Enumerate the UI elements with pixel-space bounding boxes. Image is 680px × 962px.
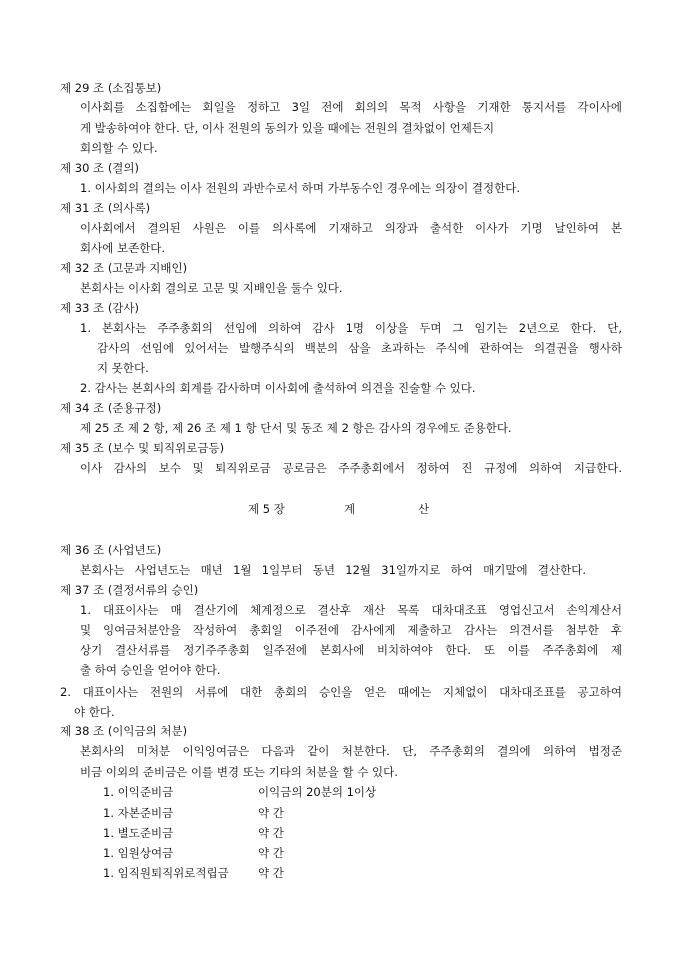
article-35-heading: 제 35 조 (보수 및 퇴직위로금등): [60, 441, 225, 455]
article-29-heading: 제 29 조 (소집통보): [60, 81, 162, 95]
chapter-5-title-char-2: 산: [418, 502, 430, 516]
article-31-heading: 제 31 조 (의사록): [60, 201, 151, 215]
reserve-item-amount: 약 간: [258, 826, 284, 840]
reserve-item-name: 1. 별도준비금: [103, 826, 174, 840]
article-36-heading: 제 36 조 (사업년도): [60, 543, 162, 557]
article-31-text-line-2: 회사에 보존한다.: [80, 241, 166, 255]
article-29-text-line-1: 이사회를 소집함에는 회일을 정하고 3일 전에 회의의 목적 사항을 기재한 통지서를 각이사에: [80, 100, 622, 114]
reserve-item-amount: 약 간: [258, 866, 284, 880]
reserve-item-amount: 약 간: [258, 806, 284, 820]
reserve-item-name: 1. 임직원퇴직위로적립금: [103, 866, 229, 880]
article-30-text-line-1: 1. 이사회의 결의는 이사 전원의 과반수로서 하며 가부동수인 경우에는 의장이 결정한다.: [80, 181, 520, 195]
article-33-item-1-line-3: 지 못한다.: [97, 361, 149, 375]
article-32-heading: 제 32 조 (고문과 지배인): [60, 261, 188, 275]
article-37-item-1-line-1: 1. 대표이사는 매 결산기에 체계정으로 결산후 재산 목록 대차대조표 영업신고서 손익계산서: [80, 603, 622, 617]
article-32-text-line-1: 본회사는 이사회 결의로 고문 및 지배인을 둘수 있다.: [80, 281, 343, 295]
article-33-item-1-line-1: 1. 본회사는 주주총회의 선임에 의하여 감사 1명 이상을 두며 그 임기는 2년으로 한다. 단,: [80, 321, 622, 335]
article-34-heading: 제 34 조 (준용규정): [60, 401, 162, 415]
article-37-heading: 제 37 조 (결정서류의 승인): [60, 583, 199, 597]
article-37-item-1-line-3: 상기 결산서류를 정기주주총회 일주전에 본회사에 비치하여야 한다. 또 이를 주주총회에 제: [80, 643, 622, 657]
article-38-heading: 제 38 조 (이익금의 처분): [60, 724, 188, 738]
reserve-item-name: 1. 이익준비금: [103, 785, 174, 799]
article-33-heading: 제 33 조 (감사): [60, 301, 140, 315]
article-37-item-2-line-1: 2. 대표이사는 전원의 서류에 대한 총회의 승인을 얻은 때에는 지체없이 대차대조표를 공고하여: [60, 685, 622, 699]
article-37-item-2-line-2: 야 한다.: [74, 705, 115, 719]
article-37-item-1-line-4: 출 하여 승인을 얻어야 한다.: [80, 663, 221, 677]
article-37-item-1-line-2: 및 잉여금처분안을 작성하여 총회일 이주전에 감사에게 제출하고 감사는 의견서를 첨부한 후: [80, 623, 622, 637]
article-33-item-2-line-1: 2. 감사는 본회사의 회계를 감사하며 이사회에 출석하여 의견을 진술할 수 있다.: [80, 381, 476, 395]
article-31-text-line-1: 이사회에서 결의된 사원은 이를 의사록에 기재하고 의장과 출석한 이사가 기명 날인하여 본: [80, 221, 622, 235]
chapter-5-number: 제 5 장: [248, 502, 285, 516]
article-33-item-1-line-2: 감사의 선임에 있어서는 발행주식의 백분의 삼을 초과하는 주식에 관하여는 의결권을 행사하: [97, 341, 622, 355]
article-30-heading: 제 30 조 (결의): [60, 161, 140, 175]
article-36-text-line-1: 본회사는 사업년도는 매년 1월 1일부터 동년 12월 31일까지로 하여 매기말에 결산한다.: [80, 563, 586, 577]
reserve-item-amount: 이익금의 20분의 1이상: [258, 785, 377, 799]
article-38-text-line-2: 비금 이외의 준비금은 이를 변경 또는 기타의 처분을 할 수 있다.: [80, 765, 398, 779]
article-35-text-line-1: 이사 감사의 보수 및 퇴직위로금 공로금은 주주총회에서 정하여 진 규정에 의하여 지급한다.: [80, 461, 622, 475]
reserve-item-amount: 약 간: [258, 846, 284, 860]
article-34-text-line-1: 제 25 조 제 2 항, 제 26 조 제 1 항 단서 및 동조 제 2 항은 감사의 경우에도 준용한다.: [80, 421, 512, 435]
reserve-item-name: 1. 자본준비금: [103, 806, 174, 820]
reserve-item-name: 1. 임원상여금: [103, 846, 174, 860]
chapter-5-title-char-1: 계: [344, 502, 356, 516]
article-38-text-line-1: 본회사의 미처분 이익잉여금은 다음과 같이 처분한다. 단, 주주총회의 결의에 의하여 법정준: [80, 744, 622, 758]
article-29-text-line-3: 회의할 수 있다.: [80, 141, 158, 155]
article-29-text-line-2: 게 발송하여야 한다. 단, 이사 전원의 동의가 있을 때에는 전원의 결차없이 언제든지: [80, 121, 495, 135]
